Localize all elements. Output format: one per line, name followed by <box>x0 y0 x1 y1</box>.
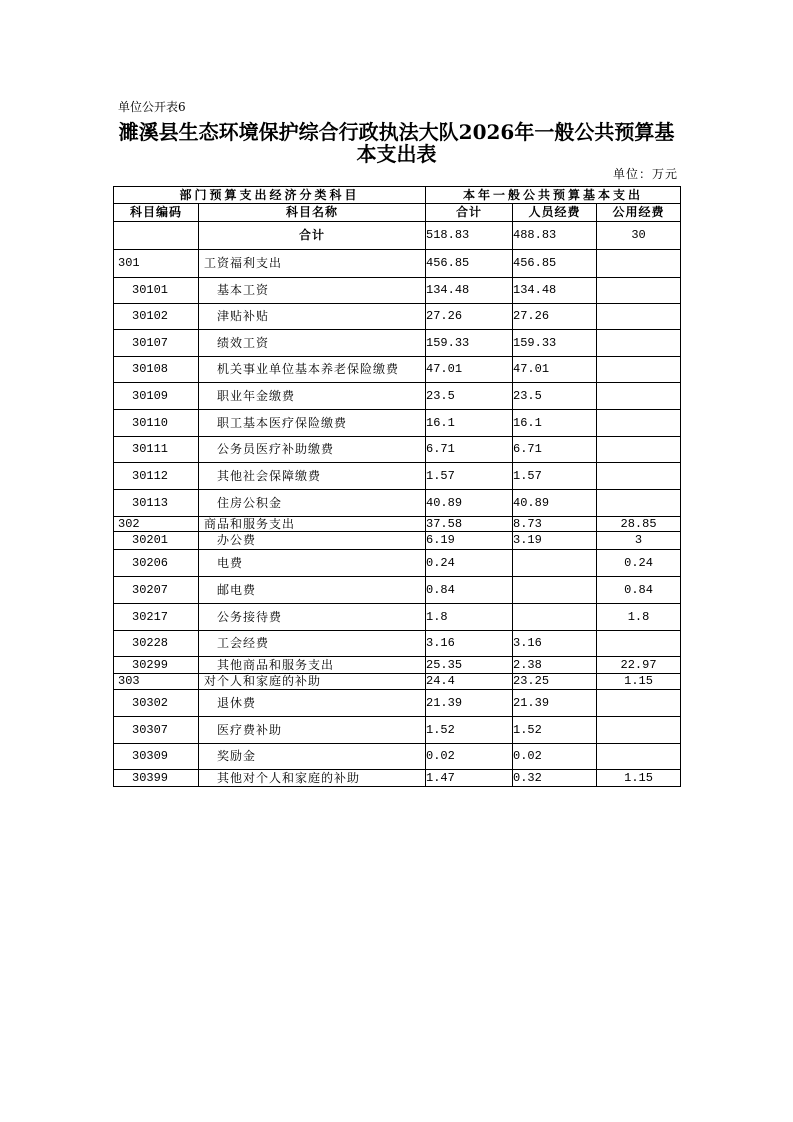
total-public-amount: 30 <box>597 222 681 250</box>
amount-public <box>597 437 681 463</box>
amount-public: 0.84 <box>597 577 681 604</box>
subject-name: 津贴补贴 <box>199 304 426 330</box>
amount-personnel <box>513 550 597 577</box>
subject-name: 住房公积金 <box>199 490 426 517</box>
amount-total: 40.89 <box>426 490 513 517</box>
amount-total: 6.19 <box>426 532 513 550</box>
subject-name: 绩效工资 <box>199 330 426 357</box>
amount-total: 1.57 <box>426 463 513 490</box>
subject-code: 30207 <box>114 577 199 604</box>
amount-public: 0.24 <box>597 550 681 577</box>
subject-name: 机关事业单位基本养老保险缴费 <box>199 357 426 383</box>
table-row <box>114 490 681 517</box>
amount-personnel <box>513 604 597 631</box>
subject-name: 退休费 <box>199 690 426 717</box>
amount-personnel: 40.89 <box>513 490 597 517</box>
table-row <box>114 604 681 631</box>
subject-code: 30228 <box>114 631 199 657</box>
subject-name: 职工基本医疗保险缴费 <box>199 410 426 437</box>
table-row <box>114 304 681 330</box>
column-header-row <box>114 204 681 222</box>
amount-total: 23.5 <box>426 383 513 410</box>
amount-public <box>597 717 681 744</box>
subject-code: 30201 <box>114 532 199 550</box>
amount-total: 24.4 <box>426 674 513 690</box>
subject-name: 公务员医疗补助缴费 <box>199 437 426 463</box>
total-label: 合计 <box>199 222 426 250</box>
column-header-personnel: 人员经费 <box>513 204 597 222</box>
subject-name: 其他商品和服务支出 <box>199 657 426 674</box>
group-header-row <box>114 187 681 204</box>
amount-total: 0.84 <box>426 577 513 604</box>
table-row <box>114 517 681 532</box>
amount-public: 22.97 <box>597 657 681 674</box>
amount-total: 6.71 <box>426 437 513 463</box>
group-header-classification: 部门预算支出经济分类科目 <box>114 187 426 204</box>
amount-public <box>597 330 681 357</box>
amount-total: 47.01 <box>426 357 513 383</box>
form-label: 单位公开表6 <box>118 100 186 114</box>
table-row <box>114 717 681 744</box>
subject-code: 30107 <box>114 330 199 357</box>
table-row <box>114 577 681 604</box>
amount-public: 3 <box>597 532 681 550</box>
group-header-expenditure: 本年一般公共预算基本支出 <box>426 187 681 204</box>
column-header-code: 科目编码 <box>114 204 199 222</box>
subject-code: 30307 <box>114 717 199 744</box>
amount-personnel: 23.25 <box>513 674 597 690</box>
total-personnel-amount: 488.83 <box>513 222 597 250</box>
amount-personnel <box>513 577 597 604</box>
amount-public <box>597 631 681 657</box>
amount-personnel: 3.19 <box>513 532 597 550</box>
amount-public <box>597 383 681 410</box>
amount-personnel: 8.73 <box>513 517 597 532</box>
amount-public: 1.15 <box>597 674 681 690</box>
amount-personnel: 27.26 <box>513 304 597 330</box>
amount-personnel: 159.33 <box>513 330 597 357</box>
subject-code: 30399 <box>114 770 199 787</box>
table-row <box>114 532 681 550</box>
amount-total: 16.1 <box>426 410 513 437</box>
unit-label: 单位：万元 <box>612 167 678 181</box>
table-row <box>114 463 681 490</box>
amount-personnel: 0.02 <box>513 744 597 770</box>
amount-public <box>597 357 681 383</box>
subject-code: 30102 <box>114 304 199 330</box>
total-amount: 518.83 <box>426 222 513 250</box>
amount-public: 1.8 <box>597 604 681 631</box>
column-header-name: 科目名称 <box>199 204 426 222</box>
amount-personnel: 6.71 <box>513 437 597 463</box>
amount-total: 159.33 <box>426 330 513 357</box>
amount-total: 1.47 <box>426 770 513 787</box>
subject-code: 30110 <box>114 410 199 437</box>
subject-name: 其他对个人和家庭的补助 <box>199 770 426 787</box>
subject-code: 30112 <box>114 463 199 490</box>
subject-code: 30111 <box>114 437 199 463</box>
table-row <box>114 383 681 410</box>
subject-name: 办公费 <box>199 532 426 550</box>
amount-total: 134.48 <box>426 278 513 304</box>
amount-personnel: 134.48 <box>513 278 597 304</box>
amount-public: 28.85 <box>597 517 681 532</box>
amount-total: 456.85 <box>426 250 513 278</box>
amount-personnel: 16.1 <box>513 410 597 437</box>
subject-code: 30101 <box>114 278 199 304</box>
subject-code: 30302 <box>114 690 199 717</box>
amount-personnel: 47.01 <box>513 357 597 383</box>
table-row <box>114 330 681 357</box>
subject-name: 职业年金缴费 <box>199 383 426 410</box>
page-title-line-1: 濉溪县生态环境保护综合行政执法大队2026年一般公共预算基 <box>118 120 675 144</box>
amount-total: 0.02 <box>426 744 513 770</box>
amount-public <box>597 463 681 490</box>
table-row <box>114 437 681 463</box>
subject-code: 302 <box>114 517 199 532</box>
amount-personnel: 23.5 <box>513 383 597 410</box>
subject-code: 30206 <box>114 550 199 577</box>
amount-personnel: 1.52 <box>513 717 597 744</box>
page-title <box>0 121 793 165</box>
page-title-line-2: 本支出表 <box>356 142 437 166</box>
amount-public <box>597 410 681 437</box>
amount-public: 1.15 <box>597 770 681 787</box>
subject-name: 邮电费 <box>199 577 426 604</box>
total-code-cell <box>114 222 199 250</box>
table-row <box>114 657 681 674</box>
column-header-public: 公用经费 <box>597 204 681 222</box>
table-row <box>114 690 681 717</box>
table-row <box>114 674 681 690</box>
amount-personnel: 456.85 <box>513 250 597 278</box>
subject-code: 30108 <box>114 357 199 383</box>
amount-public <box>597 490 681 517</box>
amount-public <box>597 304 681 330</box>
subject-name: 工会经费 <box>199 631 426 657</box>
table-row <box>114 550 681 577</box>
budget-table <box>113 186 681 787</box>
amount-personnel: 0.32 <box>513 770 597 787</box>
amount-total: 1.52 <box>426 717 513 744</box>
table-row <box>114 410 681 437</box>
subject-name: 商品和服务支出 <box>199 517 426 532</box>
subject-name: 奖励金 <box>199 744 426 770</box>
subject-code: 30109 <box>114 383 199 410</box>
table-row <box>114 770 681 787</box>
subject-code: 30309 <box>114 744 199 770</box>
amount-total: 21.39 <box>426 690 513 717</box>
table-row <box>114 278 681 304</box>
amount-public <box>597 690 681 717</box>
subject-name: 对个人和家庭的补助 <box>199 674 426 690</box>
amount-personnel: 1.57 <box>513 463 597 490</box>
amount-total: 37.58 <box>426 517 513 532</box>
amount-personnel: 2.38 <box>513 657 597 674</box>
subject-name: 电费 <box>199 550 426 577</box>
subject-name: 其他社会保障缴费 <box>199 463 426 490</box>
column-header-total: 合计 <box>426 204 513 222</box>
amount-total: 3.16 <box>426 631 513 657</box>
table-row <box>114 357 681 383</box>
amount-personnel: 21.39 <box>513 690 597 717</box>
subject-name: 基本工资 <box>199 278 426 304</box>
amount-public <box>597 250 681 278</box>
amount-total: 1.8 <box>426 604 513 631</box>
subject-code: 30113 <box>114 490 199 517</box>
amount-total: 27.26 <box>426 304 513 330</box>
subject-code: 301 <box>114 250 199 278</box>
amount-total: 0.24 <box>426 550 513 577</box>
subject-name: 医疗费补助 <box>199 717 426 744</box>
table-row <box>114 631 681 657</box>
subject-name: 公务接待费 <box>199 604 426 631</box>
table-row <box>114 744 681 770</box>
subject-code: 30299 <box>114 657 199 674</box>
amount-total: 25.35 <box>426 657 513 674</box>
subject-code: 303 <box>114 674 199 690</box>
table-row <box>114 250 681 278</box>
amount-public <box>597 278 681 304</box>
subject-code: 30217 <box>114 604 199 631</box>
amount-personnel: 3.16 <box>513 631 597 657</box>
total-row <box>114 222 681 250</box>
subject-name: 工资福利支出 <box>199 250 426 278</box>
amount-public <box>597 744 681 770</box>
